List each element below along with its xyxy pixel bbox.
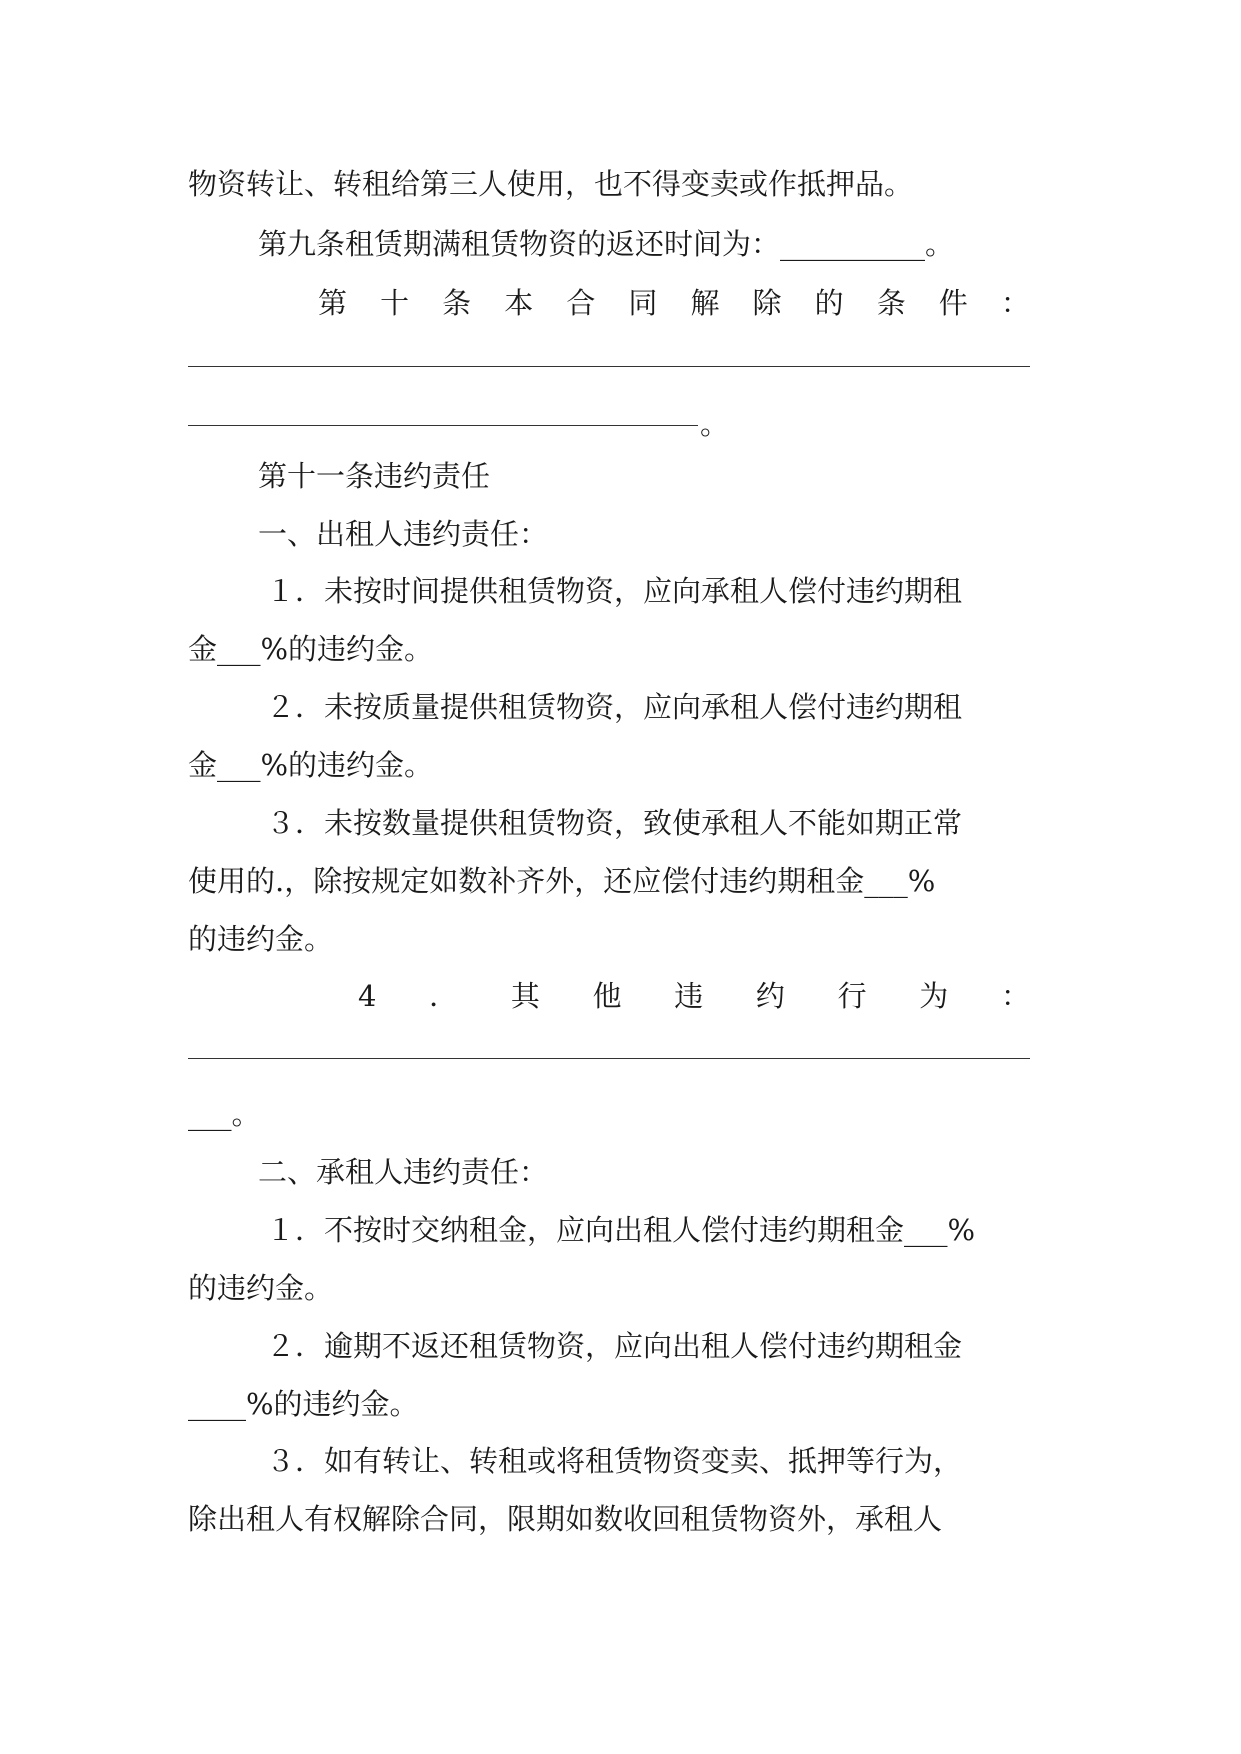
- item-4-char: ．: [429, 979, 459, 1013]
- item-4-char: 为: [919, 979, 949, 1013]
- lessee-item-3-cont: 除出租人有权解除合同，限期如数收回租赁物资外，承租人: [188, 1502, 943, 1536]
- lessor-liability-heading: 一、出租人违约责任：: [258, 517, 549, 551]
- article-10-char: 第: [318, 286, 348, 320]
- item-4-char: 4: [358, 979, 377, 1013]
- item-4-char: 其: [510, 979, 540, 1013]
- article-10-char: 条: [442, 286, 472, 320]
- article-9-return-time: 第九条租赁期满租赁物资的返还时间为：__________。: [258, 227, 955, 261]
- article-10-char: 合: [566, 286, 596, 320]
- lessee-liability-heading: 二、承租人违约责任：: [258, 1155, 549, 1189]
- lessor-item-3-cont: 使用的.，除按规定如数补齐外，还应偿付违约期租金___%: [188, 864, 936, 898]
- item-4-char: 他: [592, 979, 622, 1013]
- article-10-char: 解: [690, 286, 720, 320]
- lessor-item-3: ３．未按数量提供租赁物资，致使承租人不能如期正常: [266, 806, 963, 840]
- blank-fill-line: [188, 366, 1030, 367]
- item-4-char: 约: [755, 979, 785, 1013]
- article-10-char: ：: [1000, 286, 1030, 320]
- lessee-item-3: ３．如有转让、转租或将租赁物资变卖、抵押等行为，: [266, 1444, 963, 1478]
- article-10-char: 的: [814, 286, 844, 320]
- article-10-heading: [318, 274, 1030, 332]
- article-10-char: 条: [876, 286, 906, 320]
- lessee-item-2-cont: ____%的违约金。: [188, 1387, 419, 1421]
- article-10-char: 除: [752, 286, 782, 320]
- lessor-item-2-cont: 金___%的违约金。: [188, 748, 434, 782]
- lessor-item-4: [358, 967, 1030, 1025]
- lessee-item-2: ２．逾期不返还租赁物资，应向出租人偿付违约期租金: [266, 1329, 963, 1363]
- lessor-item-2: ２．未按质量提供租赁物资，应向承租人偿付违约期租: [266, 690, 963, 724]
- lessor-item-1: １．未按时间提供租赁物资，应向承租人偿付违约期租: [266, 574, 963, 608]
- blank-fill-line: [188, 1058, 1030, 1059]
- lessor-item-3-cont: 的违约金。: [188, 922, 334, 956]
- article-11-heading: 第十一条违约责任: [258, 459, 491, 493]
- lessee-item-1: １．不按时交纳租金，应向出租人偿付违约期租金___%: [266, 1213, 976, 1247]
- article-10-char: 本: [504, 286, 534, 320]
- article-10-char: 同: [628, 286, 658, 320]
- lessor-item-1-cont: 金___%的违约金。: [188, 632, 434, 666]
- article-10-char: 件: [938, 286, 968, 320]
- sentence-end-mark: 。: [700, 407, 730, 441]
- item-4-char: 违: [674, 979, 704, 1013]
- item-4-char: ：: [1000, 979, 1030, 1013]
- article-10-char: 十: [380, 286, 410, 320]
- blank-end: ___。: [188, 1097, 261, 1131]
- item-4-char: 行: [837, 979, 867, 1013]
- blank-fill-line: [188, 425, 698, 426]
- paragraph-line: 物资转让、转租给第三人使用，也不得变卖或作抵押品。: [188, 167, 914, 201]
- lessee-item-1-cont: 的违约金。: [188, 1271, 334, 1305]
